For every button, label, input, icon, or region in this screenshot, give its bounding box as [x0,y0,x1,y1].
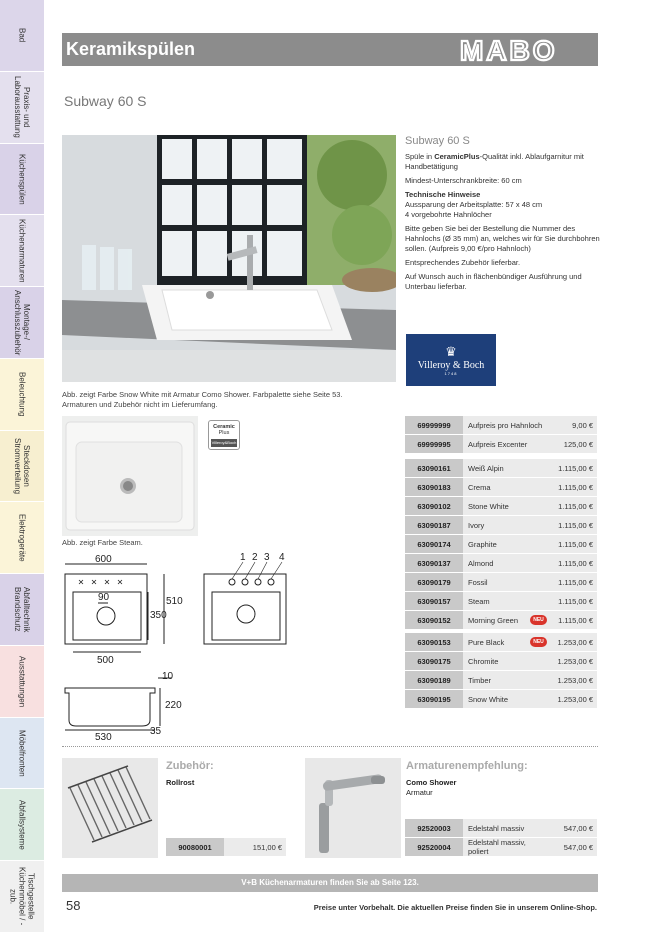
article-number: 69999999 [405,416,463,434]
item-name: Crema [463,478,543,496]
hole-label-1: 1 [240,552,246,563]
photo-caption: Abb. zeigt Farbe Snow White mit Armatur Como Shower. Farbpalette siehe Seite 53. Armaturen und Zubehör nicht im Lieferumfang. [62,390,343,409]
sidebar-tab[interactable] [0,789,44,860]
sidebar-tab[interactable] [0,144,44,215]
article-number: 92520003 [405,819,463,837]
item-price: 1.115,00 € [543,459,597,477]
svg-text:220: 220 [165,700,182,711]
sidebar-tab[interactable] [0,574,44,645]
table-row [405,478,597,497]
item-name: Snow White [463,690,543,708]
item-price: 547,00 € [543,838,597,856]
item-price: 1.115,00 € [543,554,597,572]
table-row [405,459,597,478]
item-name: Edelstahl massiv, poliert [463,838,543,856]
item-name: Almond [463,554,543,572]
item-name: Graphite [463,535,543,553]
table-row [405,633,597,652]
svg-text:MABO: MABO [460,36,558,64]
article-number: 63090102 [405,497,463,515]
accessory-heading: Zubehör: [166,760,214,772]
svg-text:510: 510 [166,596,183,607]
sidebar-tab[interactable] [0,72,44,143]
footer-banner: V+B Küchenarmaturen finden Sie ab Seite 123. [62,874,598,892]
svg-text:350: 350 [150,610,167,621]
table-row [405,416,597,435]
item-name: Aufpreis Excenter [463,435,543,453]
sidebar-tab[interactable] [0,431,44,502]
table-row [405,497,597,516]
item-price: 1.115,00 € [543,516,597,534]
accessory-name: Rollrost [166,778,195,787]
new-badge: NEU [530,637,547,647]
category-title: Keramikspülen [66,39,196,59]
item-name: Ivory [463,516,543,534]
table-row [405,516,597,535]
sidebar-tab[interactable] [0,0,44,71]
footer-note: Preise unter Vorbehalt. Die aktuellen Preise finden Sie in unserem Online-Shop. [313,903,597,912]
table-row [405,819,597,838]
article-number: 63090157 [405,592,463,610]
tap-heading: Armaturenempfehlung: [406,760,528,772]
article-number: 63090137 [405,554,463,572]
new-badge: NEU [530,615,547,625]
sidebar-tab[interactable] [0,502,44,573]
sidebar-tab[interactable] [0,861,44,932]
technical-drawings [62,548,322,743]
product-title: Subway 60 S [405,135,470,147]
accessory-image [62,758,158,858]
item-price: 125,00 € [543,435,597,453]
article-number: 63090189 [405,671,463,689]
item-price: 1.253,00 € [543,652,597,670]
article-number: 63090152 [405,611,463,629]
item-price: 547,00 € [543,819,597,837]
table-row [405,554,597,573]
item-name: Weiß Alpin [463,459,543,477]
article-number: 92520004 [405,838,463,856]
item-price: 1.253,00 € [543,633,597,651]
table-row [405,573,597,592]
hole-label-3: 3 [264,552,270,563]
item-name: Chromite [463,652,543,670]
svg-text:530: 530 [95,732,112,743]
item-name: Edelstahl massiv [463,819,543,837]
article-number: 63090161 [405,459,463,477]
price-table-options [405,416,597,454]
tap-name: Como Shower [406,778,457,787]
item-name: Stone White [463,497,543,515]
sidebar-tab-label: Küchenarmaturen [17,218,27,283]
item-name: Steam [463,592,543,610]
svg-text:90: 90 [98,592,110,603]
item-price: 1.115,00 € [543,611,597,629]
sidebar-tab-label: Montage-/ Anschlusszubehör [13,289,31,356]
sidebar-tab-label: Küchenspülen [17,153,27,205]
sidebar-tab-label: Ausstattungen [17,655,27,707]
item-price: 9,00 € [543,416,597,434]
article-number: 69999995 [405,435,463,453]
svg-text:10: 10 [162,671,174,682]
accessory-price-row: 90080001 151,00 € [166,838,286,857]
sidebar-tab-label: Möbelfronten [17,729,27,777]
category-sidebar [0,0,44,933]
tap-image [305,758,401,858]
sidebar-tab[interactable] [0,359,44,430]
product-description: Spüle in CeramicPlus-Qualität inkl. Ablaufgarnitur mit Handbetätigung Mindest-Unterschrankbreite: 60 cm Technische Hinweise Aussparung der Arbeitsplatte: 57 x 48 cm 4 vorgebohrte Hahnlöcher Bitte geben Sie bei der Bestellung die Nummer des Hahnlochs (Ø 35 mm) an, welches wir für Sie durchbohren sollen. (Aufpreis 9,00 €/pro Hahnloch) Entsprechendes Zubehör lieferbar. Auf Wunsch auch in flächenbündiger Ausführung und Unterbau lieferbar. [405,152,600,291]
page-number: 58 [66,898,81,913]
tap-type: Armatur [406,788,433,797]
table-row [405,611,597,630]
ceramicplus-badge: Ceramic Plus Villeroy&Boch [208,420,240,450]
article-number: 63090174 [405,535,463,553]
tap-price-table [405,819,597,857]
sidebar-tab-label: Steckdosen Stromverteilung [13,437,31,494]
table-row [405,652,597,671]
item-price: 1.253,00 € [543,671,597,689]
item-price: 1.253,00 € [543,690,597,708]
sidebar-tab-label: Elektrogeräte [17,513,27,562]
sidebar-tab-label: Tischgestelle Küchenmöbel / -zub. [8,867,36,926]
hole-label-4: 4 [279,552,285,563]
item-name: Pure Black NEU [463,633,543,651]
sidebar-tab-label: Bad [17,28,27,43]
price-table-colors [405,459,597,630]
table-row [405,838,597,857]
hole-label-2: 2 [252,552,258,563]
thumbnail-caption: Abb. zeigt Farbe Steam. [62,538,143,547]
item-name: Timber [463,671,543,689]
product-photo [62,135,396,382]
mabo-logo [460,36,590,64]
article-number: 63090153 [405,633,463,651]
table-row [405,671,597,690]
page-header [62,33,598,66]
article-number: 63090175 [405,652,463,670]
table-row [405,535,597,554]
table-row [405,592,597,611]
villeroy-boch-logo: ♛ Villeroy & Boch 1748 [406,334,496,386]
sink-thumbnail [62,416,198,536]
item-name: Fossil [463,573,543,591]
article-number: 63090183 [405,478,463,496]
sidebar-tab-label: Praxis- und Laborausstattung [13,76,31,139]
table-row [405,435,597,454]
item-price: 1.115,00 € [543,573,597,591]
sidebar-tab[interactable] [0,718,44,789]
sidebar-tab[interactable] [0,646,44,717]
svg-text:600: 600 [95,554,112,565]
item-price: 1.115,00 € [543,592,597,610]
item-name: Morning Green NEU [463,611,543,629]
svg-text:35: 35 [150,726,162,737]
sidebar-tab[interactable] [0,287,44,358]
item-price: 1.115,00 € [543,497,597,515]
article-number: 63090195 [405,690,463,708]
article-number: 63090179 [405,573,463,591]
item-price: 1.115,00 € [543,478,597,496]
svg-text:500: 500 [97,655,114,666]
section-divider [62,746,598,747]
table-row [405,690,597,709]
price-table-colors-premium [405,633,597,709]
article-number: 63090187 [405,516,463,534]
page-subtitle: Subway 60 S [64,93,147,109]
item-name: Aufpreis pro Hahnloch [463,416,543,434]
sidebar-tab[interactable] [0,215,44,286]
sidebar-tab-label: Beleuchtung [17,371,27,417]
sidebar-tab-label: Abfallsysteme [17,799,27,850]
item-price: 1.115,00 € [543,535,597,553]
sidebar-tab-label: Abfalltechnik Brandschutz [13,586,31,633]
